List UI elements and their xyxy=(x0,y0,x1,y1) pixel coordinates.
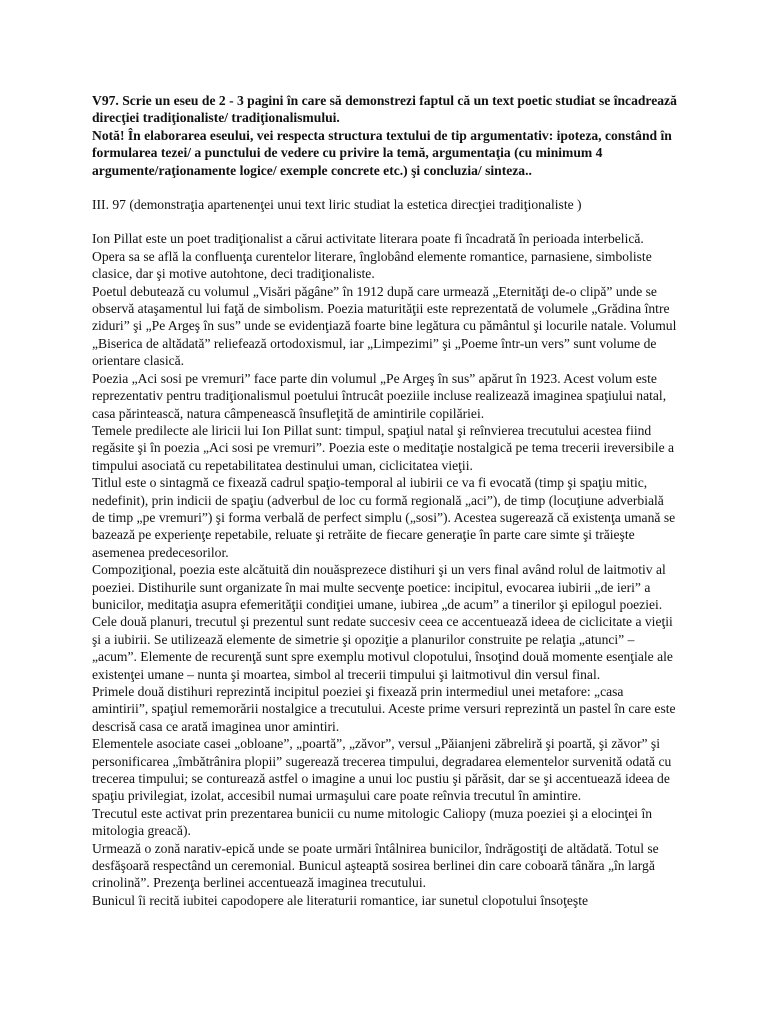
paragraph: Urmează o zonă narativ-epică unde se poate urmări întâlnirea bunicilor, îndrăgostiţi de altădată. Totul se desfăşoară respectând un ceremonial. Bunicul aşteaptă sosirea berlinei din care coboară tânăra „în largă crinolină”. Prezenţa berlinei accentuează imaginea trecutului. xyxy=(92,840,659,891)
paragraph: Primele două distihuri reprezintă incipitul poeziei şi fixează prin intermediul unei metafore: „casa amintirii”, spaţiul rememorării nostalgice a trecutului. Aceste prime versuri reprezintă un pastel în care este descrisă casa ce arată imaginea unor amintiri. xyxy=(92,684,676,734)
document-page xyxy=(92,92,680,909)
paragraph: Temele predilecte ale liricii lui Ion Pillat sunt: timpul, spaţiul natal şi reînvierea trecutului acestea fiind regăsite şi în poezia „Aci sosi pe vremuri”. Poezia este o meditaţie nostalgică pe tema trecerii ireversibile a timpului asociată cu repetabilitatea destinului uman, ciclicitatea vieţii. xyxy=(92,422,675,473)
essay-subtitle: III. 97 (demonstraţia apartenenţei unui text liric studiat la estetica direcţiei tradiţionaliste ) xyxy=(92,197,582,213)
task-heading: V97. Scrie un eseu de 2 - 3 pagini în care să demonstrezi faptul că un text poetic studiat se încadrează direcţiei tradiţionaliste/ tradiţionalismului. xyxy=(92,93,677,126)
paragraph: Poetul debutează cu volumul „Visări păgâne” în 1912 după care urmează „Eternităţi de-o clipă” unde se observă ataşamentul lui faţă de simbolism. Poezia maturităţii este reprezentată de volumele „Grădina între ziduri” şi „Pe Argeş în sus” unde se evidenţiază foarte bine legătura cu pământul şi locurile natale. Volumul „Biserica de altădată” reliefează ortodoxismul, iar „Limpezimi” şi „Poeme într-un vers” sunt volume de orientare clasică. xyxy=(92,283,677,369)
paragraph: Poezia „Aci sosi pe vremuri” face parte din volumul „Pe Argeş în sus” apărut în 1923. Acest volum este reprezentativ pentru tradiţionalismul poetului întrucât poeziile incluse realizează imaginea spaţiului natal, casa părintească, natura câmpenească însufleţită de amintirile copilăriei. xyxy=(92,370,667,421)
paragraph: Compoziţional, poezia este alcătuită din nouăsprezece distihuri şi un vers final având rolul de laitmotiv al poeziei. Distihurile sunt organizate în mai multe secvenţe poetice: incipitul, evocarea iubirii „de ieri” a bunicilor, meditaţia asupra efemerităţii condiţiei umane, iubirea „de acum” a tinerilor şi epilogul poeziei. Cele două planuri, trecutul şi prezentul sunt redate succesiv ceea ce accentuează ideea de ciclicitate a vieţii şi a iubirii. Se utilizează elemente de simetrie şi opoziţie a planurilor construite pe relaţia „atunci” – „acum”. Elemente de recurenţă sunt spre exemplu motivul clopotului, însoţind două momente esenţiale ale existenţei umane – nunta şi moartea, simbol al trecerii timpului şi laitmotivul din versul final. xyxy=(92,562,673,682)
paragraph: Bunicul îi recită iubitei capodopere ale literaturii romantice, iar sunetul clopotului însoţeşte xyxy=(92,892,589,908)
paragraph: Elementele asociate casei „obloane”, „poartă”, „zăvor”, versul „Păianjeni zăbreliră şi poartă, şi zăvor” şi personificarea „îmbătrânira plopii” sugerează trecerea timpului, degradarea elementelor survenită odată cu trecerea timpului; se conturează astfel o imagine a unui loc pustiu şi părăsit, dar se şi accentuează ideea de spaţiu privilegiat, izolat, accesibil numai urmaşului care poate reînvia trecutul în amintire. xyxy=(92,736,672,804)
paragraph: Trecutul este activat prin prezentarea bunicii cu nume mitologic Caliopy (muza poeziei şi a elocinţei în mitologia greacă). xyxy=(92,805,653,839)
paragraph: Ion Pillat este un poet tradiţionalist a cărui activitate literara poate fi încadrată în perioada interbelică. Opera sa se află la confluenţa curentelor literare, înglobând elemente romantice, parnasiene, simboliste clasice, dar şi motive autohtone, deci tradiţionaliste. xyxy=(92,231,652,282)
task-note: Notă! În elaborarea eseului, vei respecta structura textului de tip argumentativ: ipoteza, constând în formularea tezei/ a punctului de vedere cu privire la temă, argumentaţia (cu minimum 4 argumente/raţionamente logice/ exemple concrete etc.) şi concluzia/ sinteza.. xyxy=(92,127,672,178)
paragraph: Titlul este o sintagmă ce fixează cadrul spaţio-temporal al iubirii ce va fi evocată (timp şi spaţiu mitic, nedefinit), prin indicii de spaţiu (adverbul de loc cu formă regională „aci”), de timp (locuţiune adverbială de timp „pe vremuri”) şi forma verbală de perfect simplu („sosi”). Acestea sugerează că existenţa umană se bazează pe experienţe repetabile, reluate şi retrăite de fiecare generaţie în parte care simte şi trăieşte asemenea predecesorilor. xyxy=(92,475,676,560)
essay-body xyxy=(92,230,680,909)
